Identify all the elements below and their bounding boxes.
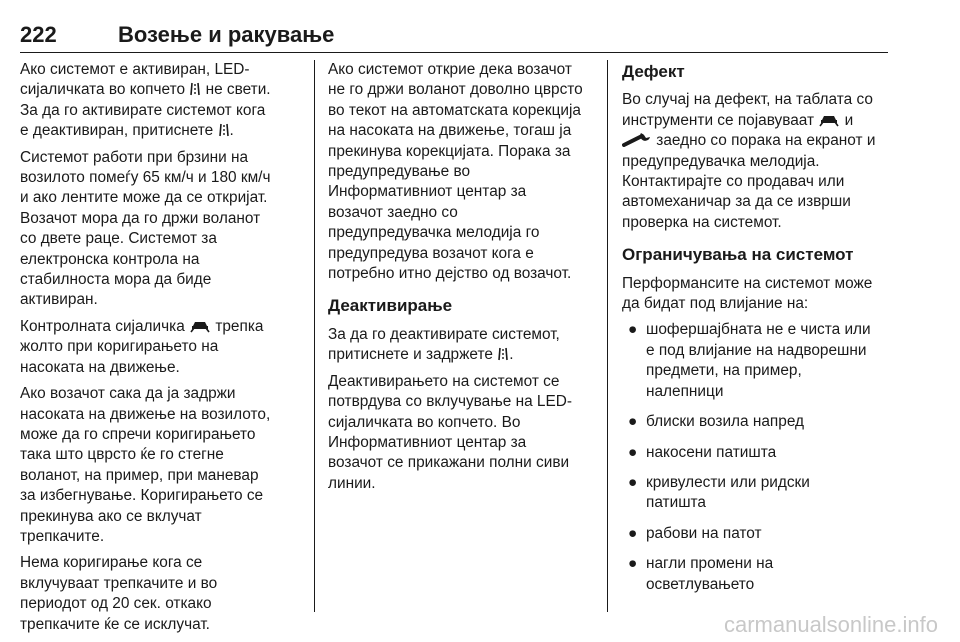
text-fragment: и: [844, 111, 854, 129]
chapter-title: Возење и ракување: [118, 22, 335, 47]
list-item: [622, 320, 897, 402]
lane-keep-button-icon: [189, 82, 201, 96]
bullet-dot: ●: [628, 524, 638, 542]
list-item-text: кривулести или ридски патишта: [646, 473, 810, 512]
text-fragment: заедно со порака на екранот и предупредувачка мелодија. Контактирајте со продавач или автомеханичар за да се изврши проверка на системот.: [622, 132, 876, 231]
column-divider-1: [314, 60, 315, 612]
bullet-dot: ●: [628, 555, 638, 573]
heading-system-limitations: Ограничувања на системот: [622, 245, 854, 265]
column-1: [20, 60, 308, 641]
text-fragment: .: [229, 122, 234, 140]
list-item: [622, 473, 897, 514]
lane-keep-button-icon: [497, 347, 509, 361]
heading-deactivation: Деактивирање: [328, 296, 453, 316]
lane-departure-car-icon: [189, 319, 211, 333]
lane-departure-car-icon: [818, 113, 840, 127]
list-item-text: рабови на патот: [646, 524, 762, 542]
text-fragment: не свети. За да го активирате системот кога е деактивиран, притиснете: [20, 81, 271, 140]
paragraph-driver-override: Ако возачот сака да ја задржи насоката на движење на возилото, може да го спречи коригирањето така што цврсто ќе го стегне воланот, на пример, при маневар за избегнување. Коригирањето се прекинува ако се вклучат трепкачите.: [20, 385, 271, 545]
paragraph-operating-conditions: Системот работи при брзини на возилото помеѓу 65 км/ч и 180 км/ч и ако лентите може да се откријат. Возачот мора да го држи воланот со двете раце. Системот за електронска контрола на стабилноста мора да биде активиран.: [20, 148, 271, 309]
list-item: [622, 524, 897, 544]
page-header: [20, 22, 888, 52]
header-divider: [20, 52, 888, 53]
list-item: [622, 443, 897, 463]
list-item: [622, 412, 897, 432]
list-item-text: шофершајбната не е чиста или е под влијание на надворешни предмети, на пример, налепници: [646, 321, 871, 400]
paragraph-limitations-intro: Перформансите на системот може да бидат под влијание на:: [622, 274, 873, 313]
list-item-text: нагли промени на осветлувањето: [646, 555, 774, 593]
paragraph-activation-led: [20, 60, 308, 142]
list-item-text: блиски возила напред: [646, 413, 805, 431]
text-fragment: За да го деактивирате системот, притиснете и задржете: [328, 325, 560, 364]
text-fragment: Контролната сијаличка: [20, 317, 190, 335]
text-fragment: .: [509, 346, 514, 364]
bullet-dot: ●: [628, 321, 638, 339]
paragraph-fault: [622, 90, 897, 233]
text-fragment: Во случај на дефект, на таблата со инструменти се појавуваат: [622, 91, 873, 129]
paragraph-turn-signals: Нема коригирање кога се вклучуваат трепкачите и во периодот од 20 сек. откако трепкачите ќе се исклучат.: [20, 554, 218, 633]
column-divider-2: [607, 60, 608, 612]
paragraph-deactivation-confirmation: Деактивирањето на системот се потврдува со вклучување на LED- сијаличката во копчето. Во Информативниот центар за возачот се прикажани полни сиви линии.: [328, 372, 572, 492]
bullet-dot: ●: [628, 473, 638, 491]
paragraph-deactivate-instructions: [328, 325, 598, 366]
limitations-list: [622, 320, 897, 594]
column-2: [328, 60, 598, 500]
text-fragment: трепка жолто при коригирањето на насоката на движење.: [20, 317, 264, 376]
lane-keep-button-icon: [218, 123, 230, 137]
list-item: [622, 554, 897, 595]
heading-fault: Дефект: [622, 62, 685, 81]
paragraph-hands-off-warning: Ако системот открие дека возачот не го држи воланот доволно цврсто во текот на автоматската корекција на насоката на движење, тогаш ја прекинува корекцијата. Порака за предупредување во Информативниот центар за возачот заедно со предупредувачка мелодија го предупредува возачот кога е потребно итно дејство од возачот.: [328, 61, 583, 283]
column-3: [622, 60, 897, 605]
bullet-dot: ●: [628, 413, 638, 431]
page-number: 222: [20, 22, 57, 47]
wrench-icon: [622, 131, 652, 147]
bullet-dot: ●: [628, 443, 638, 461]
text-fragment: Ако системот е активиран, LED- сијаличката во копчето: [20, 61, 250, 99]
list-item-text: накосени патишта: [646, 443, 777, 461]
watermark: carmanualsonline.info: [723, 612, 938, 637]
paragraph-control-light: [20, 317, 308, 378]
